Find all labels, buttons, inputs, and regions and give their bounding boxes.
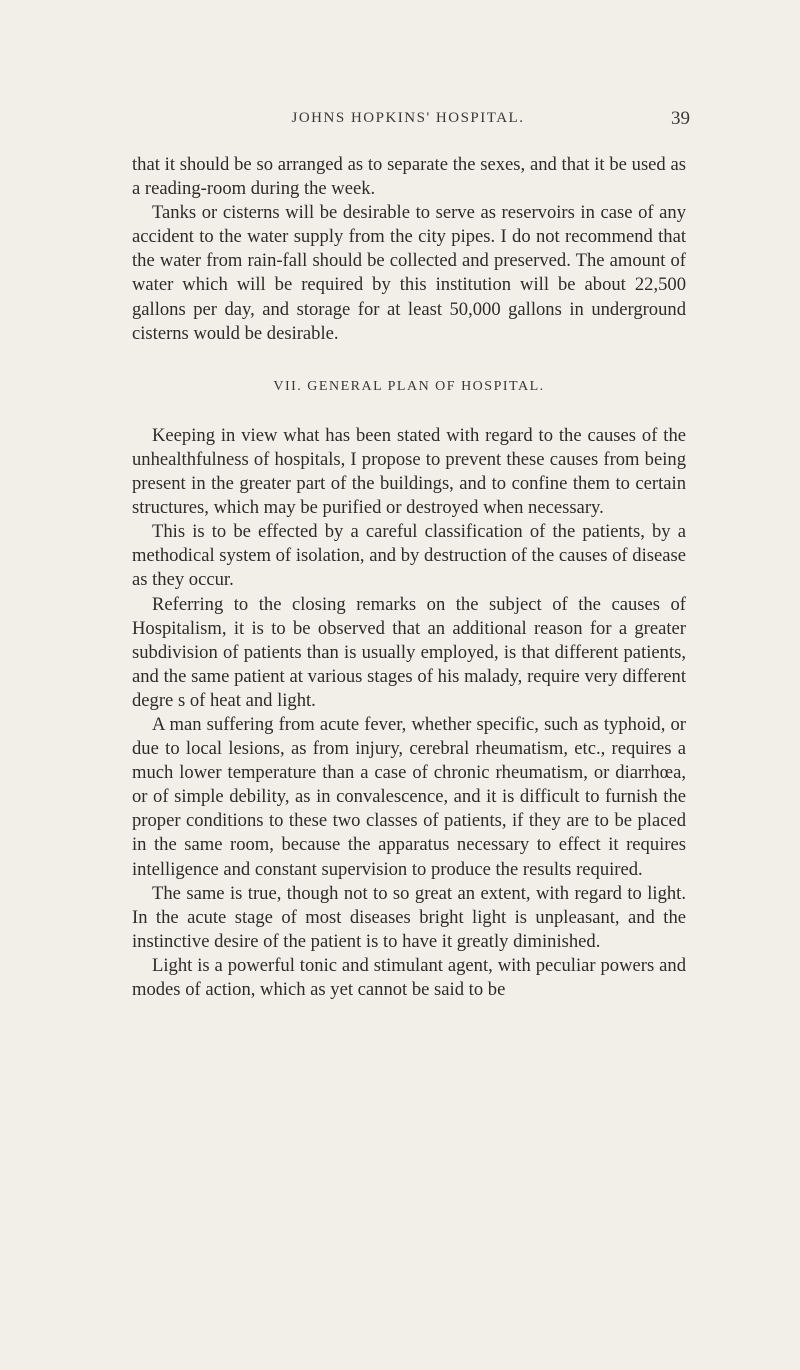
paragraph: A man suffering from acute fever, whether specific, such as typhoid, or due to local lesions, as from injury, cerebral rheumatism, etc., requires a much lower temperature than a case of chronic rheumatism, or diarrhœa, or of simple debility, as in convalescence, and it is difficult to furnish the proper conditions to these two classes of patients, if they are to be placed in the same room, because the apparatus necessary to effect it requires intelligence and constant supervision to produce the results required.	[132, 713, 686, 880]
paragraph: Keeping in view what has been stated with regard to the causes of the unhealthfulness of hospitals, I propose to prevent these causes from being present in the greater part of the buildings, and to confine them to certain structures, which may be purified or destroyed when necessary.	[132, 424, 686, 519]
paragraph: Referring to the closing remarks on the subject of the causes of Hospitalism, it is to be observed that an additional reason for a greater subdivision of patients than is usually employed, is that different patients, and the same patient at various stages of his malady, require very different degre s of heat and light.	[132, 593, 686, 711]
running-head	[134, 108, 690, 134]
running-title: JOHNS HOPKINS' HOSPITAL.	[291, 110, 525, 126]
paragraph: This is to be effected by a careful classification of the patients, by a methodical system of isolation, and by destruction of the causes of disease as they occur.	[132, 521, 686, 591]
paragraph: that it should be so arranged as to separate the sexes, and that it be used as a reading-room during the week.	[132, 154, 686, 200]
section-heading: VII. GENERAL PLAN OF HOSPITAL.	[273, 378, 545, 394]
paragraph: Tanks or cisterns will be desirable to serve as reservoirs in case of any accident to the water supply from the city pipes. I do not recommend that the water from rain-fall should be collected and preserved. The amount of water which will be required by this institution will be about 22,500 gallons per day, and storage for at least 50,000 gallons in underground cisterns would be desirable.	[132, 202, 686, 344]
body-text	[132, 153, 686, 1002]
page-number: 39	[671, 108, 690, 129]
paragraph: The same is true, though not to so great an extent, with regard to light. In the acute stage of most diseases bright light is unpleasant, and the instinctive desire of the patient is to have it greatly diminished.	[132, 882, 686, 952]
paragraph: Light is a powerful tonic and stimulant agent, with peculiar powers and modes of action, which as yet cannot be said to be	[132, 954, 686, 1000]
